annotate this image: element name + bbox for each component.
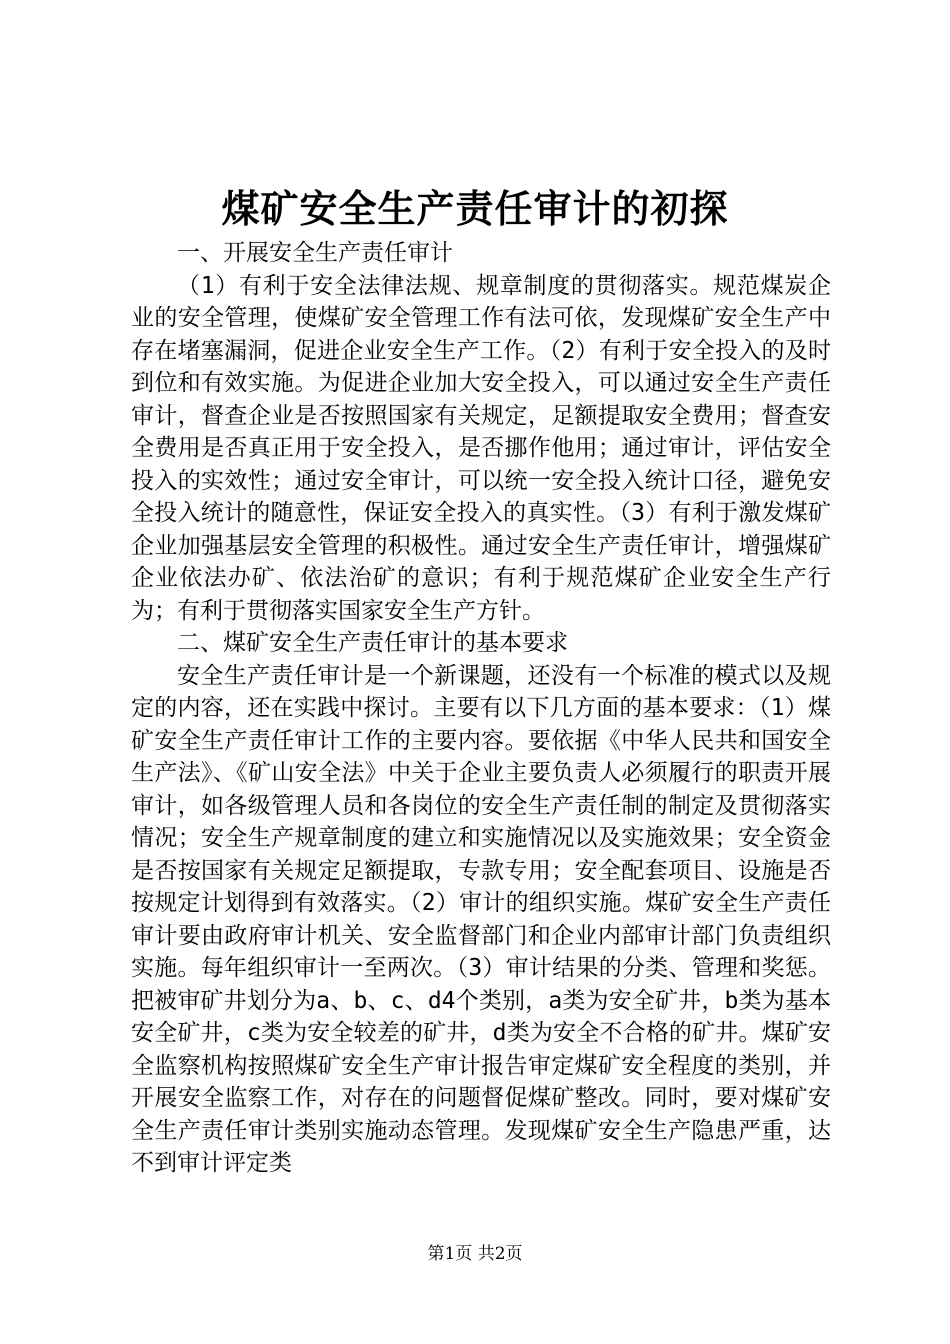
section-heading-1: 一、开展安全生产责任审计 bbox=[177, 240, 453, 266]
body-paragraph-1: （1）有利于安全法律法规、规章制度的贯彻落实。规范煤炭企业的安全管理，使煤矿安全管理工作有法可依，发现煤矿安全生产中存在堵塞漏洞，促进企业安全生产工作。（2）有利于安全投入的及时到位和有效实施。为促进企业加大安全投入，可以通过安全生产责任审计，督查企业是否按照国家有关规定，足额提取安全费用；督查安全费用是否真正用于安全投入，是否挪作他用；通过审计，评估安全投入的实效性；通过安全审计，可以统一安全投入统计口径，避免安全投入统计的随意性，保证安全投入的真实性。（3）有利于激发煤矿企业加强基层安全管理的积极性。通过安全生产责任审计，增强煤矿企业依法办矿、依法治矿的意识；有利于规范煤矿企业安全生产行为；有利于贯彻落实国家安全生产方针。 bbox=[131, 272, 831, 624]
body-paragraph-2: 安全生产责任审计是一个新课题，还没有一个标准的模式以及规定的内容，还在实践中探讨。主要有以下几方面的基本要求：（1）煤矿安全生产责任审计工作的主要内容。要依据《中华人民共和国安全生产法》、《矿山安全法》中关于企业主要负责人必须履行的职责开展审计，如各级管理人员和各岗位的安全生产责任制的制定及贯彻落实情况；安全生产规章制度的建立和实施情况以及实施效果；安全资金是否按国家有关规定足额提取，专款专用；安全配套项目、设施是否按规定计划得到有效落实。（2）审计的组织实施。煤矿安全生产责任审计要由政府审计机关、安全监督部门和企业内部审计部门负责组织实施。每年组织审计一至两次。（3）审计结果的分类、管理和奖惩。把被审矿井划分为a、b、c、d4个类别，a类为安全矿井，b类为基本安全矿井，c类为安全较差的矿井，d类为安全不合格的矿井。煤矿安全监察机构按照煤矿安全生产审计报告审定煤矿安全程度的类别，并开展安全监察工作，对存在的问题督促煤矿整改。同时，要对煤矿安全生产责任审计类别实施动态管理。发现煤矿安全生产隐患严重，达不到审计评定类 bbox=[131, 662, 831, 1176]
page-footer: 第1页 共2页 bbox=[427, 1244, 523, 1264]
section-heading-2: 二、煤矿安全生产责任审计的基本要求 bbox=[177, 630, 568, 656]
document-body bbox=[131, 237, 831, 1180]
document-title: 煤矿安全生产责任审计的初探 bbox=[221, 186, 729, 231]
